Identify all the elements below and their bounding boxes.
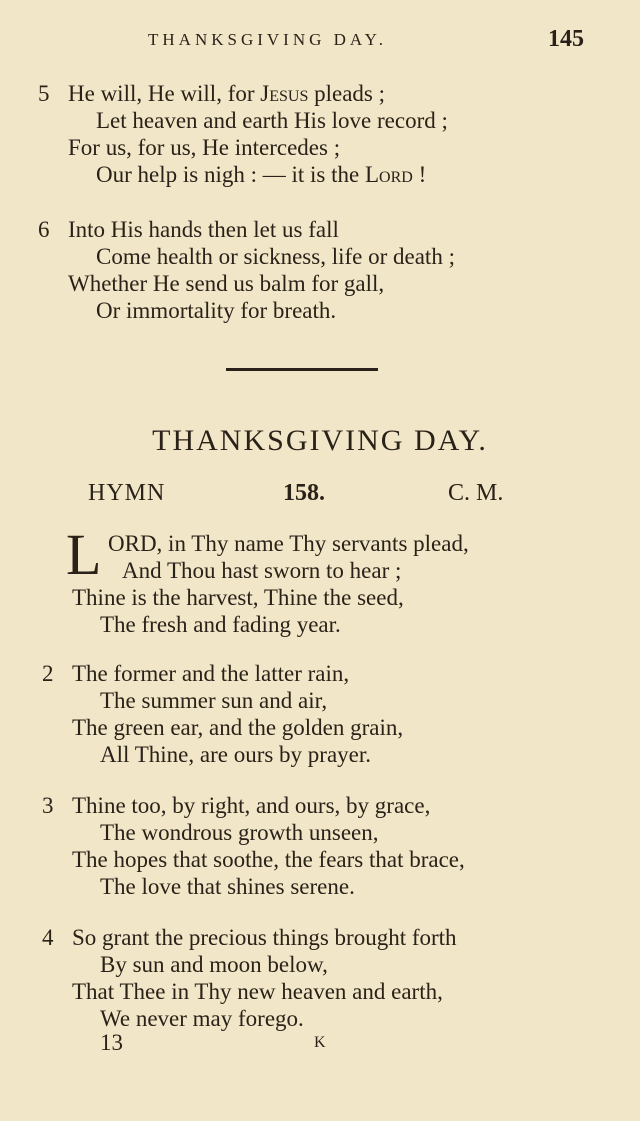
hymn-stanza-3 (42, 792, 622, 900)
verse-line (38, 297, 618, 324)
verse-line (42, 741, 622, 768)
stanza-number: 5 (38, 81, 50, 106)
verse-text: The green ear, and the golden grain, (72, 715, 404, 740)
verse-text: The love that shines serene. (100, 874, 355, 899)
verse-line (42, 687, 622, 714)
verse-text: Whether He send us balm for gall, (68, 271, 385, 296)
page-number: 145 (548, 26, 584, 52)
verse-text: Come health or sickness, life or death ; (96, 244, 455, 269)
prev-hymn-stanza-6 (38, 216, 618, 324)
verse-text: For us, for us, He intercedes ; (68, 135, 341, 160)
verse-line (42, 660, 622, 687)
verse-text: Let heaven and earth His love record ; (96, 108, 448, 133)
verse-line (38, 107, 618, 134)
verse-text: By sun and moon below, (100, 952, 328, 977)
verse-text: The wondrous growth unseen, (100, 820, 379, 845)
verse-text: He will, He will, for Jesus pleads ; (68, 81, 385, 106)
hymn-stanza-2 (42, 660, 622, 768)
section-divider (226, 368, 378, 371)
stanza-number: 4 (42, 925, 54, 950)
verse-text: ORD, in Thy name Thy servants plead, (108, 531, 469, 556)
verse-text: That Thee in Thy new heaven and earth, (72, 979, 443, 1004)
section-title: THANKSGIVING DAY. (152, 424, 488, 457)
running-head: THANKSGIVING DAY. (148, 30, 387, 49)
verse-line (42, 792, 622, 819)
verse-line (66, 584, 626, 611)
verse-line (42, 978, 622, 1005)
verse-line (38, 270, 618, 297)
hymn-heading (0, 480, 640, 510)
verse-text: The former and the latter rain, (72, 661, 350, 686)
stanza-number: 3 (42, 793, 54, 818)
verse-text: The summer sun and air, (100, 688, 328, 713)
verse-text: The hopes that soothe, the fears that brace, (72, 847, 465, 872)
verse-text: We never may forego. (100, 1006, 304, 1031)
verse-text: Thine is the harvest, Thine the seed, (72, 585, 404, 610)
small-caps-name: Lord (364, 162, 413, 187)
verse-line (66, 530, 626, 557)
stanza-number: 6 (38, 217, 50, 242)
verse-text: All Thine, are ours by prayer. (100, 742, 372, 767)
prev-hymn-stanza-5 (38, 80, 618, 188)
verse-line (42, 819, 622, 846)
verse-line (42, 924, 622, 951)
verse-text: Thine too, by right, and ours, by grace, (72, 793, 431, 818)
hymn-stanza-1 (66, 522, 626, 638)
verse-line (38, 161, 618, 188)
verse-text: The fresh and fading year. (100, 612, 341, 637)
verse-line (42, 951, 622, 978)
verse-text: Our help is nigh : — it is the Lord ! (96, 162, 427, 187)
verse-line (38, 216, 618, 243)
hymn-meter: C. M. (448, 480, 504, 506)
hymn-number: 158. (283, 480, 325, 506)
hymn-label: HYMN (88, 480, 166, 506)
verse-text: Into His hands then let us fall (68, 217, 339, 242)
hymn-stanza-4 (42, 924, 622, 1032)
verse-line (42, 1005, 622, 1032)
verse-line (38, 243, 618, 270)
verse-line (42, 846, 622, 873)
verse-line (42, 873, 622, 900)
drop-cap: L (66, 522, 102, 587)
verse-line (38, 80, 618, 107)
verse-line (42, 714, 622, 741)
verse-text: So grant the precious things brought forth (72, 925, 457, 950)
verse-line (38, 134, 618, 161)
signature-number: 13 (100, 1030, 123, 1055)
verse-text: And Thou hast sworn to hear ; (122, 558, 402, 583)
signature-letter: K (314, 1034, 326, 1051)
stanza-number: 2 (42, 661, 54, 686)
verse-text: Or immortality for breath. (96, 298, 337, 323)
verse-line (66, 557, 626, 584)
verse-line (66, 611, 626, 638)
small-caps-name: Jesus (260, 81, 309, 106)
